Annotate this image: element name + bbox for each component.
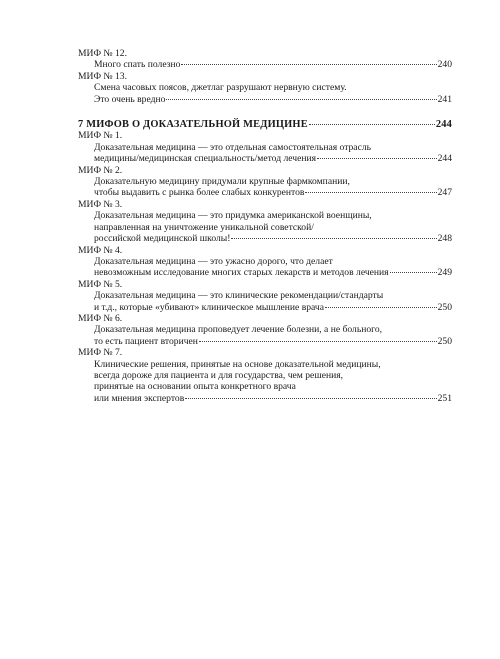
toc-entry-title: то есть пациент вторичен	[94, 335, 198, 347]
toc-entry-title-line: Доказательная медицина — это ужасно дорого, что делает	[94, 255, 333, 267]
table-of-contents	[78, 48, 452, 404]
toc-entry-label: МИФ № 7.	[78, 347, 123, 359]
toc-entry-title-line: направленная на уничтожение уникальной советской/	[94, 221, 314, 233]
toc-entry-title: российской медицинской школы!	[94, 233, 231, 245]
toc-entry-title-line: Доказательная медицина — это клинические рекомендации/стандарты	[94, 290, 384, 302]
toc-entry-title-line: Смена часовых поясов, джетлаг разрушают нервную систему.	[94, 82, 347, 94]
toc-entry-title: и т.д., которые «убивают» клиническое мышление врача	[94, 301, 324, 313]
toc-entry[interactable]	[78, 393, 452, 404]
toc-entry-title-line: Доказательная медицина проповедует лечение болезни, а не больного,	[94, 324, 383, 336]
toc-page-number: 244	[437, 153, 452, 165]
dot-leader	[181, 64, 436, 65]
toc-page-number: 248	[437, 233, 452, 245]
toc-entry-title: невозможным исследование многих старых лекарств и методов лечения	[94, 267, 389, 279]
toc-entry-title: чтобы выдавить с рынка более слабых конкурентов	[94, 187, 305, 199]
toc-page-number: 250	[437, 335, 452, 347]
toc-entry-title-line: Доказательная медицина — это придумка американской военщины,	[94, 210, 372, 222]
toc-page-number: 250	[437, 301, 452, 313]
dot-leader	[309, 124, 435, 125]
dot-leader	[325, 307, 437, 308]
toc-entry-title: или мнения экспертов	[94, 392, 185, 404]
toc-entry-title-line: принятые на основании опыта конкретного врача	[94, 381, 296, 393]
toc-page-number: 241	[437, 93, 452, 105]
toc-entry-label: МИФ № 4.	[78, 244, 123, 256]
toc-section-heading[interactable]	[78, 119, 452, 130]
dot-leader	[390, 272, 437, 273]
toc-entry-label: МИФ № 2.	[78, 164, 123, 176]
toc-page-number: 251	[437, 392, 452, 404]
toc-entry[interactable]	[78, 267, 452, 278]
dot-leader	[166, 99, 436, 100]
dot-leader	[305, 192, 436, 193]
section-title: 7 МИФОВ О ДОКАЗАТЕЛЬНОЙ МЕДИЦИНЕ	[78, 119, 308, 131]
toc-entry-label: МИФ № 6.	[78, 312, 123, 324]
toc-entry[interactable]	[78, 302, 452, 313]
toc-entry-title-line: всегда дороже для пациента и для государства, чем решения,	[94, 369, 344, 381]
toc-entry-title: Много спать полезно	[94, 59, 181, 71]
dot-leader	[231, 238, 436, 239]
dot-leader	[317, 158, 437, 159]
toc-entry[interactable]	[78, 153, 452, 164]
dot-leader	[199, 341, 437, 342]
toc-entry-label: МИФ № 1.	[78, 130, 123, 142]
toc-entry-label: МИФ № 5.	[78, 278, 123, 290]
toc-entry[interactable]	[78, 94, 452, 105]
toc-entry[interactable]	[78, 187, 452, 198]
toc-page-number: 244	[435, 119, 452, 131]
toc-entry-label: МИФ № 3.	[78, 198, 123, 210]
toc-entry-title-line: Клинические решения, принятые на основе доказательной медицины,	[94, 358, 381, 370]
toc-page-number: 240	[437, 59, 452, 71]
toc-entry[interactable]	[78, 336, 452, 347]
toc-entry-title-line: Доказательная медицина — это отдельная самостоятельная отрасль	[94, 141, 371, 153]
toc-page-number: 249	[437, 267, 452, 279]
dot-leader	[185, 398, 436, 399]
toc-entry-label: МИФ № 13.	[78, 70, 127, 82]
toc-entry[interactable]	[78, 233, 452, 244]
toc-entry-title-line: Доказательную медицину придумали крупные фармкомпании,	[94, 176, 350, 188]
toc-entry-title: Это очень вредно	[94, 93, 166, 105]
toc-entry-title: медицины/медицинская специальность/метод лечения	[94, 153, 317, 165]
toc-entry-label: МИФ № 12.	[78, 48, 127, 59]
toc-entry[interactable]	[78, 59, 452, 70]
toc-page-number: 247	[437, 187, 452, 199]
